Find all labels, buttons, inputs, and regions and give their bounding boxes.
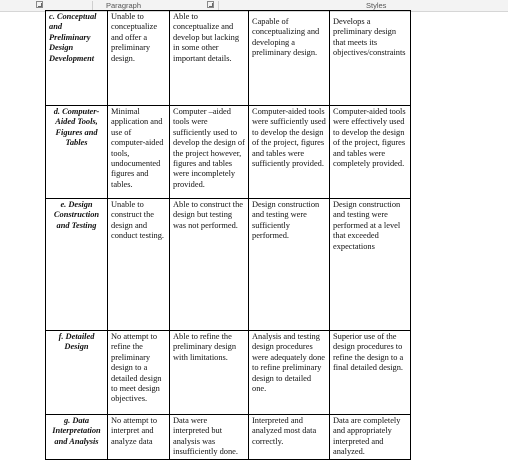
level-cell: Computer-aided tools were effectively used to develop the design of the project, figures and tables were completely provided.	[330, 106, 411, 199]
level-cell: Design construction and testing were performed at a level that exceeded expectations	[330, 199, 411, 331]
table-row	[46, 415, 411, 460]
level-cell: Superior use of the design procedures to refine the design to a final detailed design.	[330, 331, 411, 415]
paragraph-dialog-launcher-icon[interactable]	[207, 1, 214, 8]
criterion-computer-aided-tools: d. Computer-Aided Tools, Figures and Tables	[46, 106, 108, 199]
level-cell: Design construction and testing were sufficiently performed.	[249, 199, 330, 331]
table-row	[46, 106, 411, 199]
table-row	[46, 331, 411, 415]
level-cell: Analysis and testing design procedures were adequately done to refine preliminary design to detailed one.	[249, 331, 330, 415]
level-cell: No attempt to refine the preliminary design to a detailed design to meet design objectives.	[108, 331, 170, 415]
styles-group-label: Styles	[366, 1, 387, 10]
level-cell: Interpreted and analyzed most data correctly.	[249, 415, 330, 460]
font-dialog-launcher-icon[interactable]	[36, 1, 43, 8]
level-cell: Minimal application and use of computer-aided tools, undocumented figures and tables.	[108, 106, 170, 199]
criterion-conceptual-design: c. Conceptual and Preliminary Design Development	[46, 11, 108, 106]
ribbon-divider	[92, 1, 93, 10]
criterion-design-construction-testing: e. Design Construction and Testing	[46, 199, 108, 331]
level-cell: Data were interpreted but analysis was insufficiently done.	[170, 415, 249, 460]
table-row	[46, 11, 411, 106]
level-cell: Able to refine the preliminary design with limitations.	[170, 331, 249, 415]
ribbon-divider	[218, 1, 219, 10]
criterion-detailed-design: f. Detailed Design	[46, 331, 108, 415]
level-cell: Capable of conceptualizing and developing a preliminary design.	[249, 11, 330, 106]
level-cell: Develops a preliminary design that meets its objectives/constraints	[330, 11, 411, 106]
rubric-table	[45, 10, 411, 460]
level-cell: Unable to conceptualize and offer a preliminary design.	[108, 11, 170, 106]
criterion-data-interpretation: g. Data Interpretation and Analysis	[46, 415, 108, 460]
paragraph-group-label: Paragraph	[106, 1, 142, 10]
level-cell: Able to conceptualize and develop but lacking in some other important details.	[170, 11, 249, 106]
level-cell: Computer-aided tools were sufficiently used to develop the design of the project, figures and tables were sufficiently provided.	[249, 106, 330, 199]
level-cell: Data are completely and appropriately interpreted and analyzed.	[330, 415, 411, 460]
level-cell: Unable to construct the design and conduct testing.	[108, 199, 170, 331]
level-cell: No attempt to interpret and analyze data	[108, 415, 170, 460]
table-row	[46, 199, 411, 331]
level-cell: Able to construct the design but testing was not performed.	[170, 199, 249, 331]
level-cell: Computer –aided tools were sufficiently used to develop the design of the project however, figures and tables were incompletely provided.	[170, 106, 249, 199]
